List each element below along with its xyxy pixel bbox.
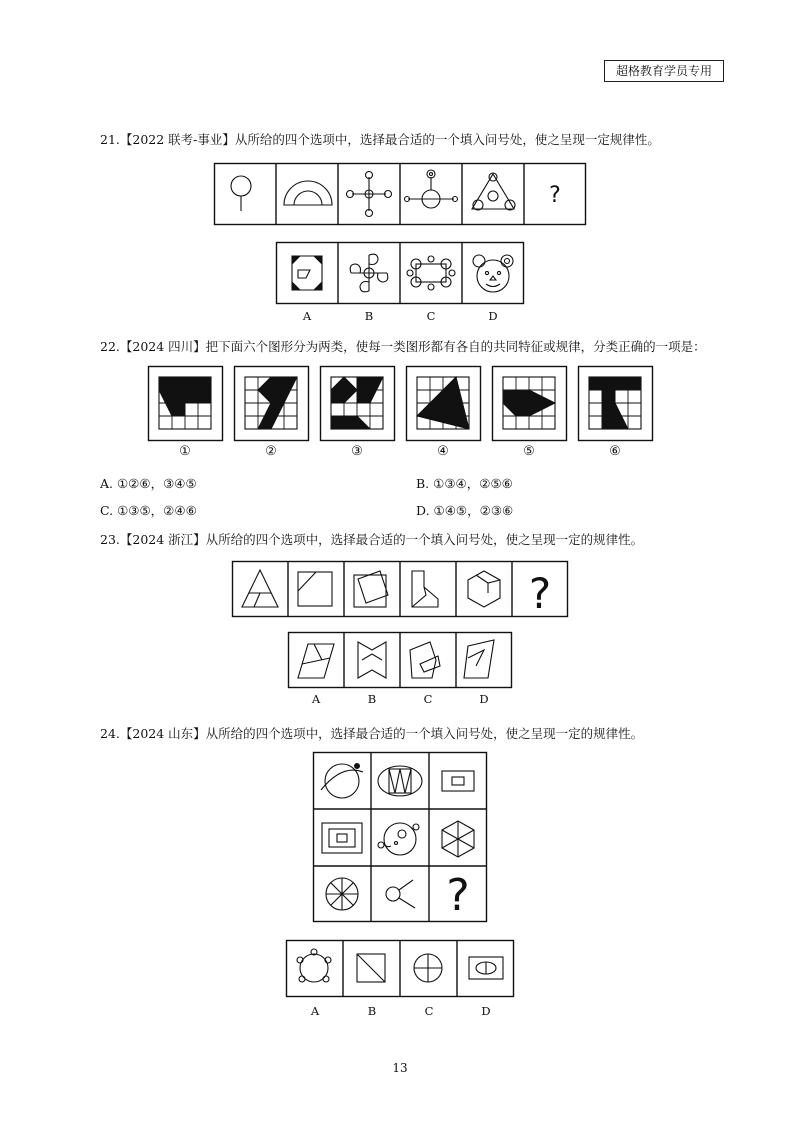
q23-text: 23.【2024 浙江】从所给的四个选项中，选择最合适的一个填入问号处，使之呈现一定的规律性。 bbox=[100, 532, 644, 547]
q22-figures bbox=[148, 366, 654, 442]
q22-label-4: ④ bbox=[437, 444, 449, 459]
header-stamp: 超格教育学员专用 bbox=[604, 60, 724, 82]
page-number: 13 bbox=[392, 1061, 408, 1075]
q23-question-figure bbox=[232, 561, 568, 617]
q24-option-c[interactable]: C bbox=[424, 1004, 434, 1018]
q21-option-b[interactable]: B bbox=[364, 309, 374, 323]
q24-question-grid bbox=[313, 752, 487, 922]
q21-question-mark: ? bbox=[549, 183, 561, 208]
q22-label-3: ③ bbox=[351, 444, 363, 459]
q21-option-a[interactable]: A bbox=[302, 309, 312, 323]
q21-text: 21.【2022 联考-事业】从所给的四个选项中，选择最合适的一个填入问号处，使之呈现一定规律性。 bbox=[100, 132, 660, 147]
q21-option-d[interactable]: D bbox=[488, 309, 498, 323]
q23-option-a[interactable]: A bbox=[311, 692, 321, 706]
q21-question-figure bbox=[214, 163, 586, 225]
q22-choice-a[interactable]: A. ①②⑥，③④⑤ bbox=[100, 476, 197, 491]
q23-option-d[interactable]: D bbox=[479, 692, 489, 706]
q23-option-b[interactable]: B bbox=[367, 692, 377, 706]
q23-options-figure bbox=[288, 632, 512, 688]
q22-text: 22.【2024 四川】把下面六个图形分为两类，使每一类图形都有各自的共同特征或规律，分类正确的一项是： bbox=[100, 339, 706, 354]
q24-options-figure bbox=[286, 940, 514, 997]
q23-option-c[interactable]: C bbox=[423, 692, 433, 706]
q24-option-b[interactable]: B bbox=[367, 1004, 377, 1018]
q22-label-2: ② bbox=[265, 444, 277, 459]
q21-options-figure bbox=[276, 242, 524, 304]
q22-choice-c[interactable]: C. ①③⑤，②④⑥ bbox=[100, 503, 197, 518]
q23-question-mark: ? bbox=[528, 569, 552, 618]
q24-option-a[interactable]: A bbox=[310, 1004, 320, 1018]
q21-option-c[interactable]: C bbox=[426, 309, 436, 323]
q24-option-d[interactable]: D bbox=[481, 1004, 491, 1018]
q22-label-6: ⑥ bbox=[609, 444, 621, 459]
q24-question-mark: ? bbox=[446, 870, 470, 921]
q22-choice-d[interactable]: D. ①④⑤，②③⑥ bbox=[416, 503, 514, 518]
q22-label-5: ⑤ bbox=[523, 444, 535, 459]
q22-choice-b[interactable]: B. ①③④，②⑤⑥ bbox=[416, 476, 513, 491]
q22-label-1: ① bbox=[179, 444, 191, 459]
q24-text: 24.【2024 山东】从所给的四个选项中，选择最合适的一个填入问号处，使之呈现一定的规律性。 bbox=[100, 726, 644, 741]
